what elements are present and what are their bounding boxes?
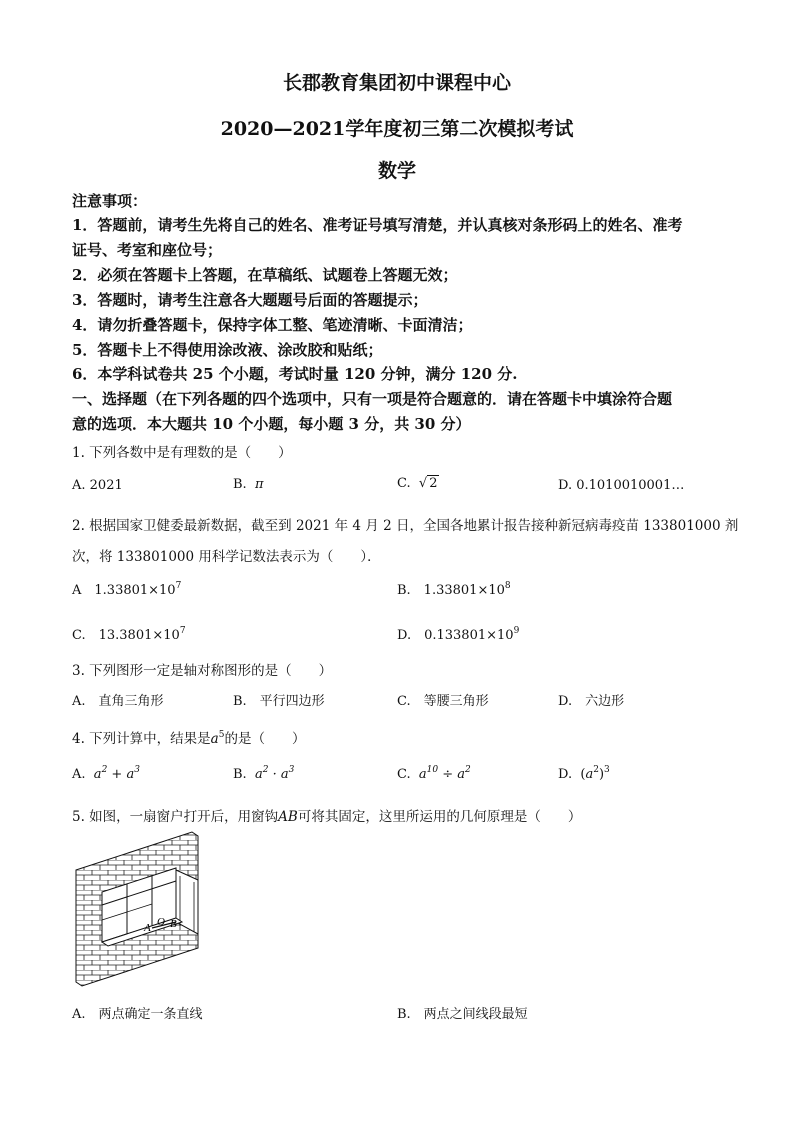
section-heading-line1: 一、选择题（在下列各题的四个选项中，只有一项是符合题意的．请在答题卡中填涂符合题 [72,390,673,408]
q1-option-d: D. 0.1010010001… [558,478,685,493]
q2-option-a-exp: 7 [175,581,182,591]
fig-label-O: O [157,916,165,928]
fig-label-A: A [144,922,151,934]
q4-option-d-expr: $(a^2)^3$ [580,765,610,782]
q2-option-a [72,579,181,598]
q4-stem-exp: 5 [218,730,225,740]
q4-option-d [558,767,610,782]
q4-option-b-label: B. [233,767,247,782]
q3-option-b: B. 平行四边形 [233,694,325,709]
exam-title: 2020—2021学年度初三第二次模拟考试 [220,118,574,140]
q2-stem-line1: 2. 根据国家卫健委最新数据，截至到 2021 年 4 月 2 日，全国各地累计报告接种新冠病毒疫苗 133801000 剂 [72,518,739,534]
q2-option-c-exp: 7 [179,626,186,636]
q4-option-b [233,767,294,782]
sqrt-symbol: √ 2 [418,476,438,491]
subject-title: 数学 [377,160,416,182]
q4-option-a-label: A. [72,767,86,782]
q2-option-c [72,624,186,643]
q4-stem-post: 的是（ ） [224,731,306,747]
note-2: 2．必须在答题卡上答题，在草稿纸、试题卷上答题无效； [72,266,458,284]
note-5: 5．答题卡上不得使用涂改液、涂改胶和贴纸； [72,341,383,359]
q3-option-c: C. 等腰三角形 [397,694,489,709]
q4-option-a-expr: $a^2 + a^3$ [93,765,140,782]
q1-option-b-value: π [254,477,264,492]
window-figure [72,830,212,990]
q4-stem-pre: 4. 下列计算中，结果是 [72,731,211,747]
q1-option-a: A. 2021 [72,478,123,493]
q3-option-d: D. 六边形 [558,694,625,709]
school-title: 长郡教育集团初中课程中心 [282,72,511,94]
q2-option-b [397,579,511,598]
note-4: 4．请勿折叠答题卡，保持字体工整、笔迹清晰、卡面清洁； [72,316,473,334]
fig-label-B: B [170,918,177,930]
q4-option-d-label: D. [558,767,573,782]
q1-option-c-value: 2 [429,476,438,491]
q1-stem: 1. 下列各数中是有理数的是（ ） [72,445,292,461]
q4-option-b-expr: $a^2 \cdot a^3$ [254,765,295,782]
q1-option-b-label: B. [233,477,247,492]
q2-option-a-text: A 1.33801×10 [72,583,176,598]
q2-option-c-text: C. 13.3801×10 [72,628,180,643]
q3-option-a: A. 直角三角形 [72,694,164,709]
q2-option-d [397,624,519,643]
q4-option-c-label: C. [397,767,411,782]
q5-option-b: B. 两点之间线段最短 [397,1007,528,1022]
q2-option-d-text: D. 0.133801×10 [397,628,514,643]
q2-option-d-exp: 9 [513,626,520,636]
q1-option-c-label: C. [397,476,411,491]
q2-option-b-exp: 8 [504,581,511,591]
q1-option-b [233,477,264,492]
q5-stem-var: AB [278,809,298,825]
q2-stem-line2: 次，将 133801000 用科学记数法表示为（ ）． [72,549,381,565]
section-heading-line2: 意的选项．本大题共 10 个小题，每小题 3 分，共 30 分） [72,415,471,433]
q1-option-c [397,476,439,491]
q4-option-c-expr: $a^{10} \div a^2$ [418,765,471,782]
q5-stem-post: 可将其固定，这里所运用的几何原理是（ ） [297,809,582,825]
note-6: 6．本学科试卷共 25 个小题，考试时量 120 分钟，满分 120 分. [72,365,518,383]
notes-heading: 注意事项： [72,192,148,210]
q4-stem-var: a [210,731,219,747]
q5-option-a: A. 两点确定一条直线 [72,1007,203,1022]
q4-stem [72,727,305,747]
q3-stem: 3. 下列图形一定是轴对称图形的是（ ） [72,663,333,679]
note-3: 3．答题时，请考生注意各大题题号后面的答题提示； [72,291,428,309]
note-1a: 1．答题前，请考生先将自己的姓名、准考证号填写清楚，并认真核对条形码上的姓名、准考 [72,216,683,234]
note-1b: 证号、考室和座位号； [72,241,223,259]
q5-stem-pre: 5. 如图，一扇窗户打开后，用窗钩 [72,809,279,825]
q5-stem [72,805,581,825]
q4-option-a [72,767,140,782]
q2-option-b-text: B. 1.33801×10 [397,583,505,598]
q4-option-c [397,767,471,782]
